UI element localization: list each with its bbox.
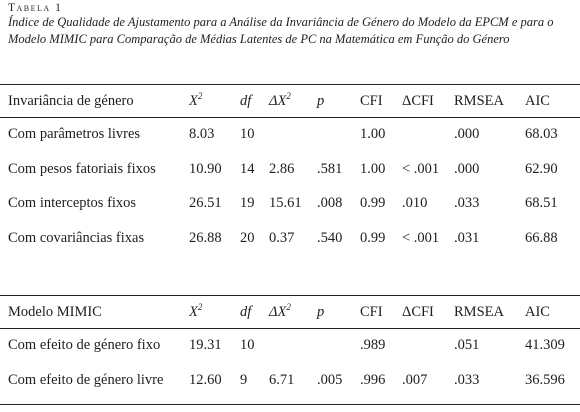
cell-delta-chi-square: 2.86 bbox=[269, 161, 295, 177]
table-row bbox=[0, 120, 580, 148]
table-row bbox=[0, 366, 580, 394]
cell-df: 10 bbox=[240, 337, 255, 353]
cell-chi-square: 12.60 bbox=[189, 372, 222, 388]
cell-cfi: .989 bbox=[360, 337, 386, 353]
cell-p: .581 bbox=[317, 161, 343, 177]
table-label: Tabela 1 bbox=[8, 2, 63, 14]
header-cfi: CFI bbox=[360, 304, 383, 320]
cell-df: 14 bbox=[240, 161, 255, 177]
bottom-rule bbox=[0, 404, 580, 405]
cell-delta-cfi: .007 bbox=[402, 372, 428, 388]
cell-chi-square: 26.51 bbox=[189, 195, 222, 211]
cell-aic: 41.309 bbox=[525, 337, 565, 353]
header-aic: AIC bbox=[525, 93, 550, 109]
cell-delta-cfi: < .001 bbox=[402, 230, 440, 246]
cell-aic: 36.596 bbox=[525, 372, 565, 388]
cell-p: .005 bbox=[317, 372, 343, 388]
header-rmsea: RMSEA bbox=[454, 93, 504, 109]
table-row bbox=[0, 189, 580, 217]
table-row bbox=[0, 224, 580, 252]
cell-aic: 68.51 bbox=[525, 195, 558, 211]
cell-aic: 62.90 bbox=[525, 161, 558, 177]
row-label: Com efeito de género fixo bbox=[8, 337, 161, 353]
cell-df: 20 bbox=[240, 230, 255, 246]
header-delta-chi-square: $\Delta X^2$ bbox=[269, 91, 291, 109]
header-chi-square: $X^2$ bbox=[189, 302, 203, 320]
cell-rmsea: .033 bbox=[454, 372, 480, 388]
cell-chi-square: 19.31 bbox=[189, 337, 222, 353]
cell-cfi: 0.99 bbox=[360, 230, 386, 246]
header-p: p bbox=[317, 304, 325, 320]
header-rmsea: RMSEA bbox=[454, 304, 504, 320]
cell-p: .008 bbox=[317, 195, 343, 211]
cell-delta-cfi: .010 bbox=[402, 195, 428, 211]
cell-rmsea: .051 bbox=[454, 337, 480, 353]
cell-df: 9 bbox=[240, 372, 248, 388]
header-df: df bbox=[240, 304, 252, 320]
cell-aic: 66.88 bbox=[525, 230, 558, 246]
cell-cfi: 1.00 bbox=[360, 126, 386, 142]
cell-df: 19 bbox=[240, 195, 255, 211]
header-chi-square: $X^2$ bbox=[189, 91, 203, 109]
header-rule bbox=[0, 328, 580, 329]
row-label: Com covariâncias fixas bbox=[8, 230, 145, 246]
cell-aic: 68.03 bbox=[525, 126, 558, 142]
header-row bbox=[0, 298, 580, 326]
section-rule bbox=[0, 295, 580, 296]
cell-cfi: 0.99 bbox=[360, 195, 386, 211]
cell-rmsea: .033 bbox=[454, 195, 480, 211]
header-p: p bbox=[317, 93, 325, 109]
table-row bbox=[0, 155, 580, 183]
cell-delta-chi-square: 6.71 bbox=[269, 372, 295, 388]
top-rule bbox=[0, 84, 580, 85]
table-caption: Índice de Qualidade de Ajustamento para a Análise da Invariância de Género do Modelo da EPCM e para o Modelo MIMIC para Comparação de Médias Latentes de PC na Matemática em Função do Género bbox=[8, 15, 554, 46]
cell-chi-square: 10.90 bbox=[189, 161, 222, 177]
header-delta-cfi: ΔCFI bbox=[402, 93, 434, 109]
cell-rmsea: .000 bbox=[454, 126, 480, 142]
header-aic: AIC bbox=[525, 304, 550, 320]
header-group: Invariância de género bbox=[8, 93, 134, 109]
header-row bbox=[0, 87, 580, 115]
row-label: Com interceptos fixos bbox=[8, 195, 137, 211]
cell-chi-square: 26.88 bbox=[189, 230, 222, 246]
header-cfi: CFI bbox=[360, 93, 383, 109]
header-df: df bbox=[240, 93, 252, 109]
cell-delta-chi-square: 15.61 bbox=[269, 195, 302, 211]
header-delta-cfi: ΔCFI bbox=[402, 304, 434, 320]
cell-delta-cfi: < .001 bbox=[402, 161, 440, 177]
cell-cfi: 1.00 bbox=[360, 161, 386, 177]
row-label: Com pesos fatoriais fixos bbox=[8, 161, 156, 177]
cell-delta-chi-square: 0.37 bbox=[269, 230, 295, 246]
cell-rmsea: .031 bbox=[454, 230, 480, 246]
cell-df: 10 bbox=[240, 126, 255, 142]
cell-rmsea: .000 bbox=[454, 161, 480, 177]
cell-p: .540 bbox=[317, 230, 343, 246]
cell-chi-square: 8.03 bbox=[189, 126, 215, 142]
row-label: Com efeito de género livre bbox=[8, 372, 164, 388]
header-rule bbox=[0, 117, 580, 118]
cell-cfi: .996 bbox=[360, 372, 386, 388]
header-delta-chi-square: $\Delta X^2$ bbox=[269, 302, 291, 320]
row-label: Com parâmetros livres bbox=[8, 126, 141, 142]
table-row bbox=[0, 331, 580, 359]
header-group: Modelo MIMIC bbox=[8, 304, 102, 320]
